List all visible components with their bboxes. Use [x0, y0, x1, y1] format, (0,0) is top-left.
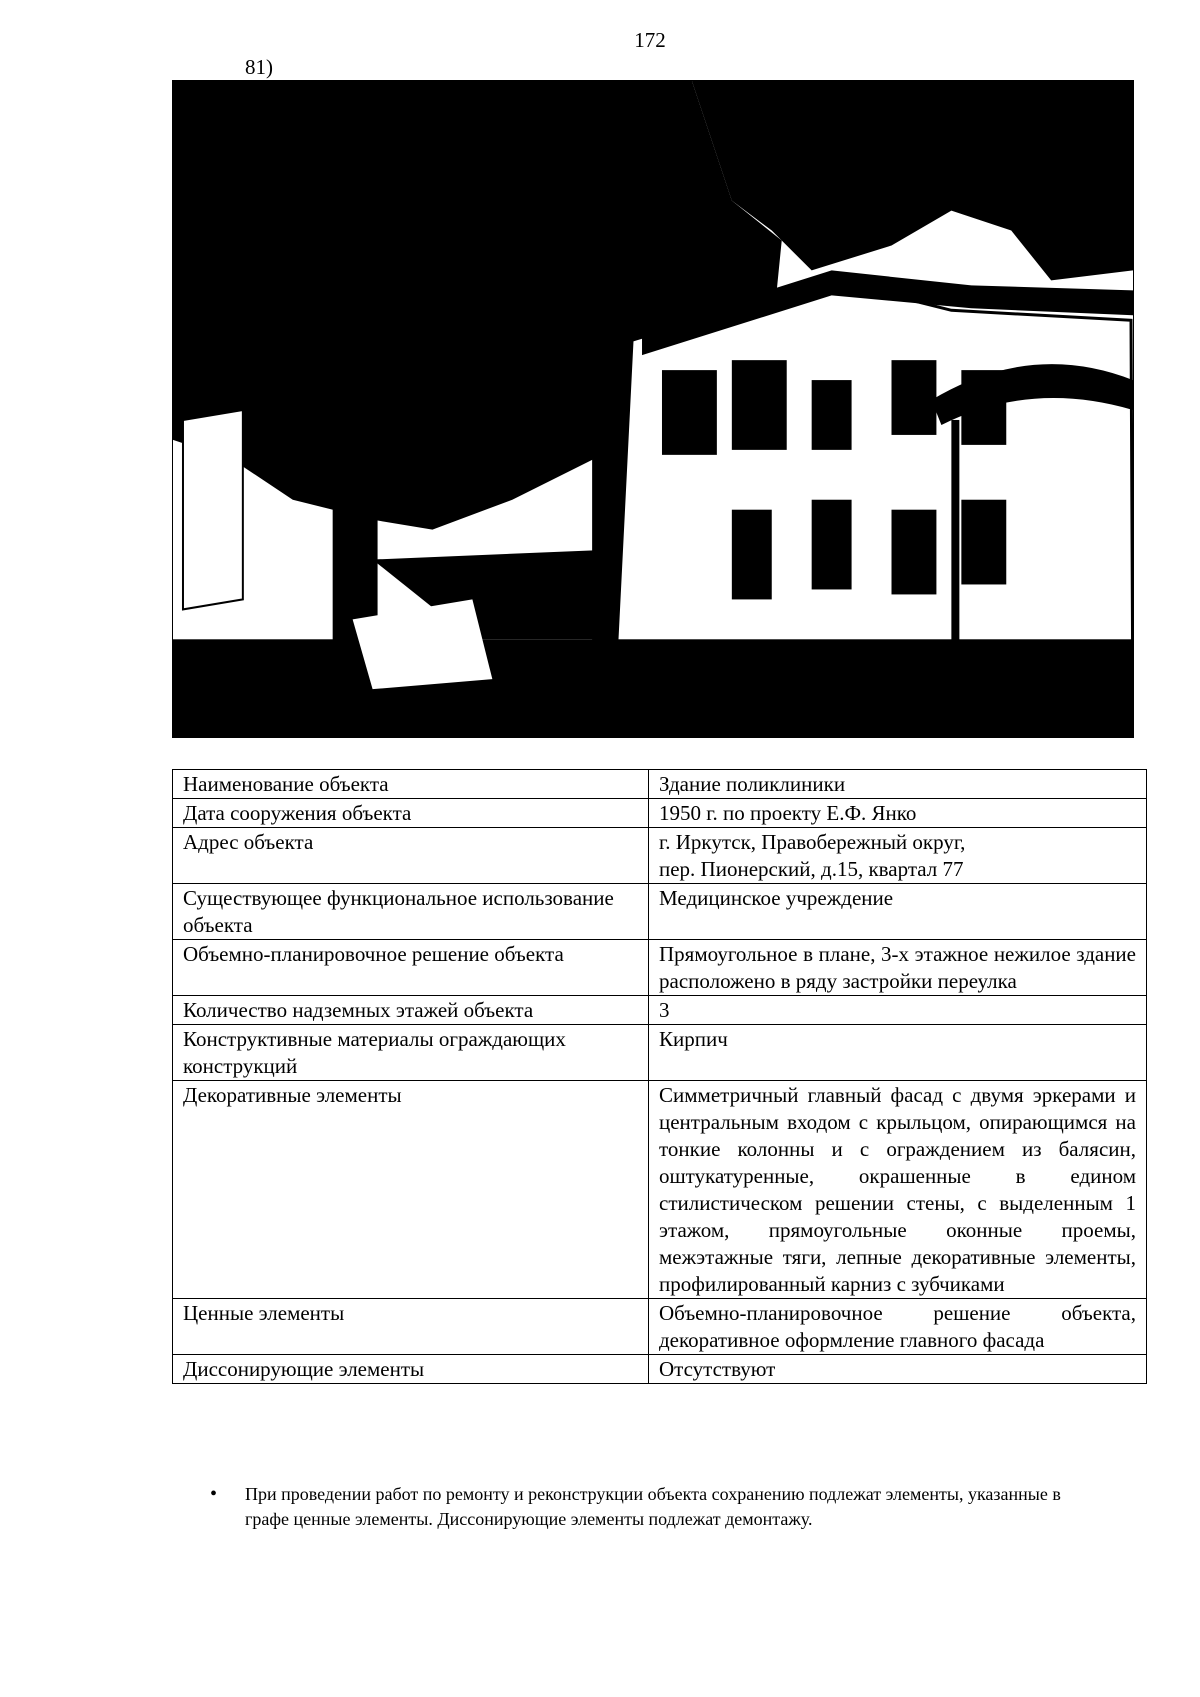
table-row — [173, 996, 1147, 1025]
object-info-table — [172, 769, 1147, 1384]
row-value: Симметричный главный фасад с двумя эркерами и центральным входом с крыльцом, опирающимся на тонкие колонны и с ограждением из балясин, оштукатуренные, окрашенные в едином стилистическом решении стены, с выделенным 1 этажом, прямоугольные оконные проемы, межэтажные тяги, лепные декоративные элементы, профилированный карниз с зубчиками — [649, 1081, 1147, 1299]
building-photo — [172, 80, 1134, 738]
table-row — [173, 828, 1147, 884]
row-value: Прямоугольное в плане, 3-х этажное нежилое здание расположено в ряду застройки переулка — [649, 940, 1147, 996]
row-value: 1950 г. по проекту Е.Ф. Янко — [649, 799, 1147, 828]
table-row — [173, 1081, 1147, 1299]
row-label: Декоративные элементы — [173, 1081, 649, 1299]
row-label: Диссонирующие элементы — [173, 1355, 649, 1384]
row-label: Дата сооружения объекта — [173, 799, 649, 828]
page-number: 172 — [634, 28, 666, 52]
row-label: Ценные элементы — [173, 1299, 649, 1355]
row-value: Здание поликлиники — [649, 770, 1147, 799]
row-label: Количество надземных этажей объекта — [173, 996, 649, 1025]
row-value: Кирпич — [649, 1025, 1147, 1081]
table-row — [173, 1299, 1147, 1355]
table-row — [173, 1025, 1147, 1081]
note-text: При проведении работ по ремонту и реконструкции объекта сохранению подлежат элементы, указанные в графе ценные элементы. Диссонирующие элементы подлежат демонтажу. — [245, 1484, 1061, 1529]
table-row — [173, 799, 1147, 828]
address-line: г. Иркутск, Правобережный округ, — [659, 830, 966, 854]
address-line: пер. Пионерский, д.15, квартал 77 — [659, 857, 964, 881]
row-value: Отсутствуют — [649, 1355, 1147, 1384]
table-row — [173, 770, 1147, 799]
building-photo-icon — [173, 81, 1133, 737]
bullet-icon: • — [210, 1483, 218, 1505]
table-row — [173, 1355, 1147, 1384]
row-value — [649, 828, 1147, 884]
row-label: Существующее функциональное использование объекта — [173, 884, 649, 940]
row-label: Конструктивные материалы ограждающих конструкций — [173, 1025, 649, 1081]
row-value: Медицинское учреждение — [649, 884, 1147, 940]
row-label: Объемно-планировочное решение объекта — [173, 940, 649, 996]
row-label: Наименование объекта — [173, 770, 649, 799]
note — [210, 1482, 1090, 1532]
row-value: Объемно-планировочное решение объекта, декоративное оформление главного фасада — [649, 1299, 1147, 1355]
row-label: Адрес объекта — [173, 828, 649, 884]
table-row — [173, 940, 1147, 996]
table-row — [173, 884, 1147, 940]
item-number: 81) — [245, 55, 273, 79]
row-value: 3 — [649, 996, 1147, 1025]
